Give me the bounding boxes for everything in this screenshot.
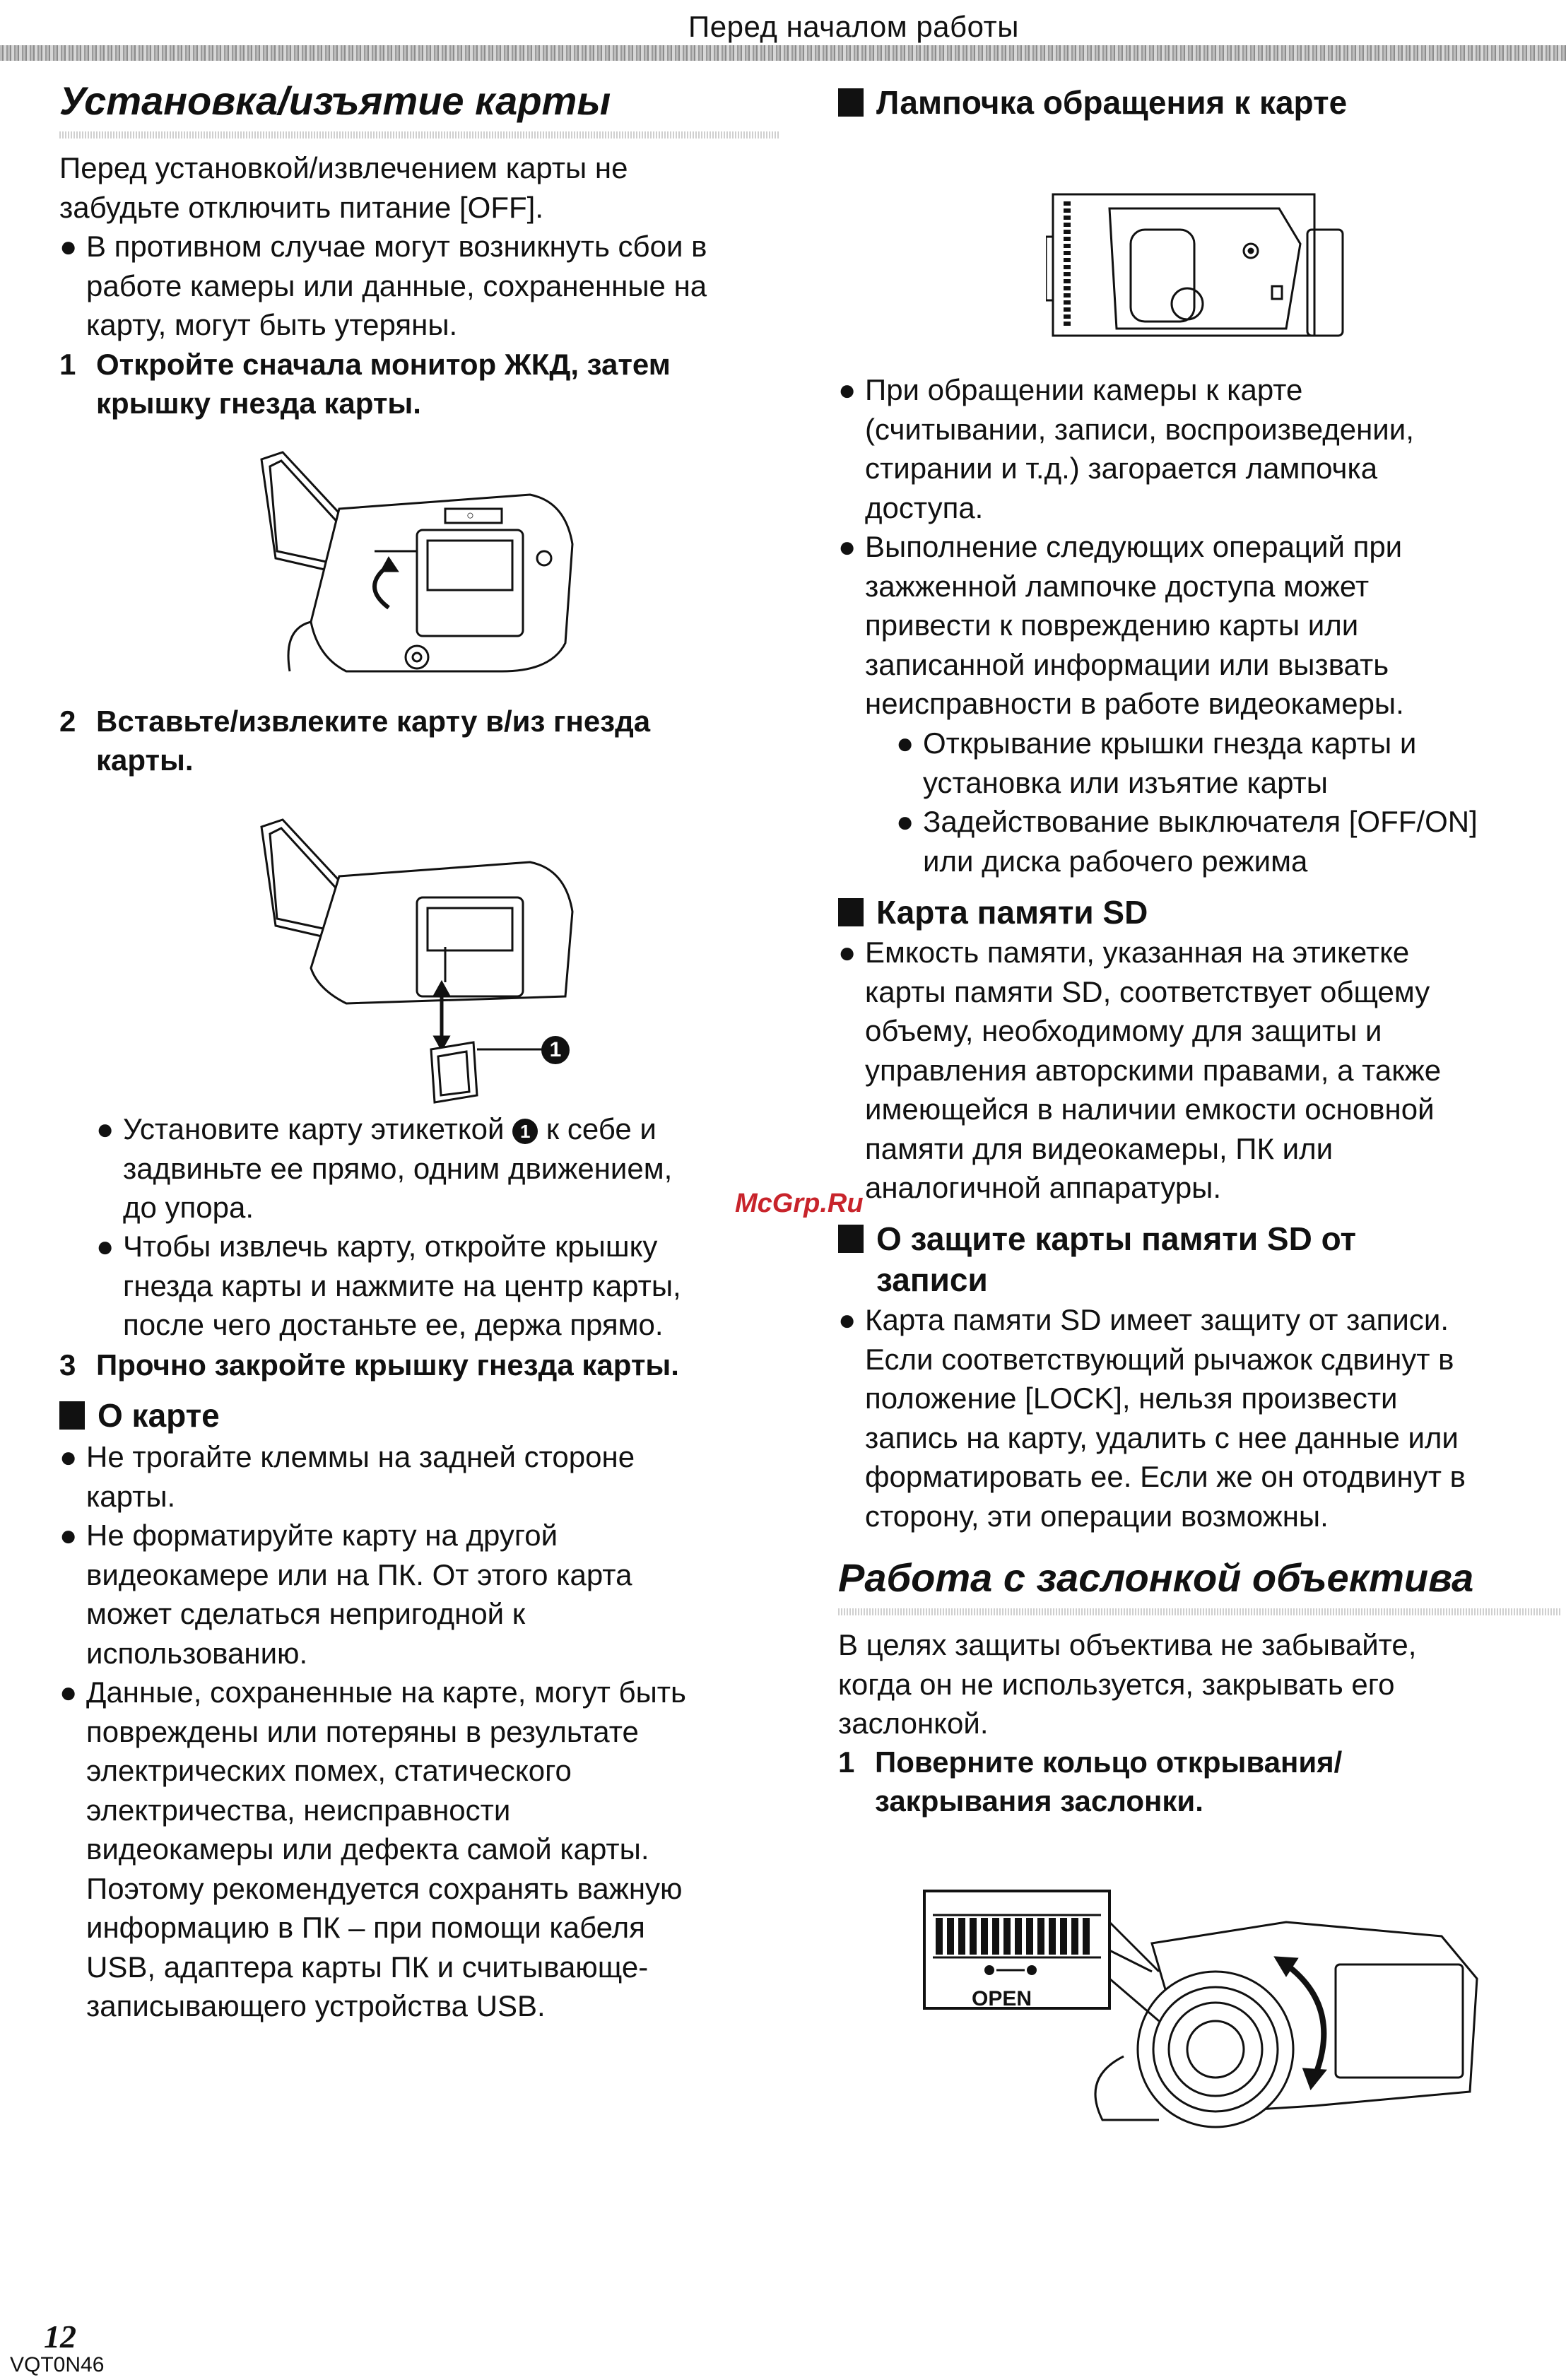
bullet-dot: ● [59,230,78,263]
bullet-line: Емкость памяти, указанная на этикетке [865,936,1410,969]
bullet-dot: ● [96,1230,114,1263]
bullet-line: Выполнение следующих операций при [865,530,1403,563]
bullet-line: может сделаться непригодной к [86,1597,526,1630]
header-band [0,45,1566,61]
bullet-line: аналогичной аппаратуры. [865,1171,1222,1204]
section-marker-square [838,1225,864,1253]
bullet-dot: ● [96,1112,114,1145]
sd-card-bullet [838,933,1552,1208]
step-number: 1 [59,348,76,381]
about-card-bullet-1 [59,1437,808,1516]
bullet-dot: ● [838,1303,856,1336]
bullet-line: Карта памяти SD имеет защиту от записи. [865,1303,1449,1336]
access-lamp-heading [838,82,1347,123]
bullet-line: карту, могут быть утеряны. [86,308,458,341]
bullet-line: Не форматируйте карту на другой [86,1519,558,1552]
header-title: Перед началом работы [688,10,1019,43]
step-2 [59,702,808,779]
bullet-line: или диска рабочего режима [923,844,1308,878]
step-line: крышку гнезда карты. [96,387,421,420]
running-header [0,10,1566,44]
camera-open-lcd-illustration [233,445,615,685]
sd-protect-bullet [838,1300,1552,1536]
step2-bullet-1 [96,1109,803,1227]
access-lamp-subbullet-2 [896,802,1560,880]
bullet-line: работе камеры или данные, сохраненные на [86,269,707,302]
bullet-dot: ● [59,1519,78,1552]
step-number: 3 [59,1348,76,1382]
bullet-line: Поэтому рекомендуется сохранять важную [86,1871,683,1905]
bullet-line: записанной информации или вызвать [865,647,1389,681]
intro-line: Перед установкой/извлечением карты не [59,151,628,184]
bullet-line: доступа. [865,490,984,524]
bullet-line: информацию в ПК – при помощи кабеля [86,1911,645,1944]
section-marker-square [838,898,864,926]
camera-access-lamp-illustration [1046,180,1357,350]
bullet-line: сторону, эти операции возможны. [865,1499,1329,1533]
bullet-line: использованию. [86,1636,308,1670]
bullet-line: Если соответствующий рычажок сдвинут в [865,1342,1454,1376]
step-line: закрывания заслонки. [875,1784,1203,1818]
bullet-line: карты. [86,1479,176,1513]
intro-line: забудьте отключить питание [OFF]. [59,190,543,224]
section-marker-square [59,1401,85,1430]
step-number: 1 [838,1745,855,1779]
bullet-line: неисправности в работе видеокамеры. [865,687,1404,720]
bullet-line: карты памяти SD, соответствует общему [865,974,1430,1008]
sd-card-title: Карта памяти SD [876,894,1148,931]
bullet-line: Чтобы извлечь карту, откройте крышку [123,1230,658,1263]
intro-line: когда он не используется, закрывать его [838,1667,1395,1701]
bullet-line: зажженной лампочке доступа может [865,569,1370,603]
intro-bullet [59,227,808,345]
bullet-dot: ● [59,1440,78,1473]
watermark: McGrp.Ru [735,1189,864,1218]
sd-card-heading [838,892,1148,933]
bullet-line: записывающего устройства USB. [86,1989,546,2022]
step2-bullet-2 [96,1227,803,1345]
step-1 [59,345,808,423]
bullet-line: Открывание крышки гнезда карты и [923,726,1417,760]
bullet-dot: ● [896,726,914,760]
intro-line: заслонкой. [838,1707,989,1740]
section-title-card: Установка/изъятие карты [59,78,611,123]
bullet-line: после чего достаньте ее, держа прямо. [123,1308,664,1341]
sd-protect-title-line: записи [876,1261,988,1298]
bullet-dot: ● [59,1675,78,1709]
bullet-line: к себе и [538,1112,657,1145]
intro-text [59,148,808,227]
bullet-line: видеокамеры или дефекта самой карты. [86,1832,649,1866]
about-card-title: О карте [98,1397,220,1434]
bullet-line: электрических помех, статического [86,1754,572,1787]
bullet-line: Задействование выключателя [OFF/ON] [923,805,1478,838]
bullet-line: USB, адаптера карты ПК и считывающе- [86,1950,649,1984]
bullet-line: электричества, неисправности [86,1793,511,1827]
page-number: 12 [44,2319,76,2355]
step-line: Прочно закройте крышку гнезда карты. [96,1348,679,1382]
access-lamp-title: Лампочка обращения к карте [876,84,1348,121]
step-3 [59,1345,837,1384]
bullet-line: задвиньте ее прямо, одним движением, [123,1151,673,1185]
about-card-bullet-2 [59,1516,808,1673]
callout-1-badge: 1 [541,1036,570,1064]
about-card-bullet-3 [59,1673,808,2026]
step-line: Вставьте/извлеките карту в/из гнезда [96,705,651,738]
bullet-line: видеокамере или на ПК. От этого карта [86,1557,632,1591]
section-title-lens-cover: Работа с заслонкой объектива [838,1555,1474,1600]
bullet-line: При обращении камеры к карте [865,373,1303,406]
bullet-line: управления авторскими правами, а также [865,1053,1442,1087]
bullet-line: Установите карту этикеткой [123,1112,513,1145]
access-lamp-bullet-1 [838,370,1545,527]
sd-protect-heading [838,1218,1356,1300]
bullet-dot: ● [896,805,914,838]
open-label: OPEN [972,1987,1032,2010]
card-insert-illustration [233,813,601,1109]
step-line: карты. [96,743,194,777]
bullet-line: (считывании, записи, воспроизведении, [865,412,1414,446]
bullet-line: памяти для видеокамеры, ПК или [865,1131,1334,1165]
lens-cover-intro [838,1625,1552,1743]
bullet-line: Данные, сохраненные на карте, могут быть [86,1675,686,1709]
section-rule [59,131,780,139]
bullet-line: запись на карту, удалить с нее данные или [865,1420,1459,1454]
callout-1-inline-badge: 1 [512,1119,538,1144]
bullet-line: стирании и т.д.) загорается лампочка [865,452,1378,485]
bullet-dot: ● [838,936,856,969]
bullet-line: привести к повреждению карты или [865,608,1359,642]
about-card-heading [59,1395,220,1436]
bullet-line: установка или изъятие карты [923,765,1328,799]
bullet-line: Не трогайте клеммы на задней стороне [86,1440,635,1473]
bullet-line: объему, необходимому для защиты и [865,1014,1382,1047]
bullet-line: имеющейся в наличии емкости основной [865,1092,1435,1126]
document-code: VQT0N46 [10,2353,105,2376]
intro-line: В целях защиты объектива не забывайте, [838,1628,1417,1661]
step-line: Откройте сначала монитор ЖКД, затем [96,348,671,381]
section-marker-square [838,88,864,117]
access-lamp-subbullet-1 [896,724,1560,802]
bullet-line: до упора. [123,1191,254,1224]
bullet-line: В противном случае могут возникнуть сбои в [86,230,707,263]
bullet-line: положение [LOCK], нельзя произвести [865,1382,1398,1415]
bullet-line: повреждены или потеряны в результате [86,1714,639,1748]
bullet-dot: ● [838,373,856,406]
step-number: 2 [59,705,76,738]
sd-protect-title-line: О защите карты памяти SD от [876,1220,1357,1257]
step-line: Поверните кольцо открывания/ [875,1745,1343,1779]
section-rule [838,1608,1562,1615]
bullet-line: гнезда карты и нажмите на центр карты, [123,1268,681,1302]
bullet-line: форматировать ее. Если же он отодвинут в [865,1460,1466,1493]
bullet-dot: ● [838,530,856,563]
svg-text:○: ○ [466,508,474,522]
lens-step-1 [838,1743,1552,1820]
access-lamp-bullet-2 [838,527,1545,724]
